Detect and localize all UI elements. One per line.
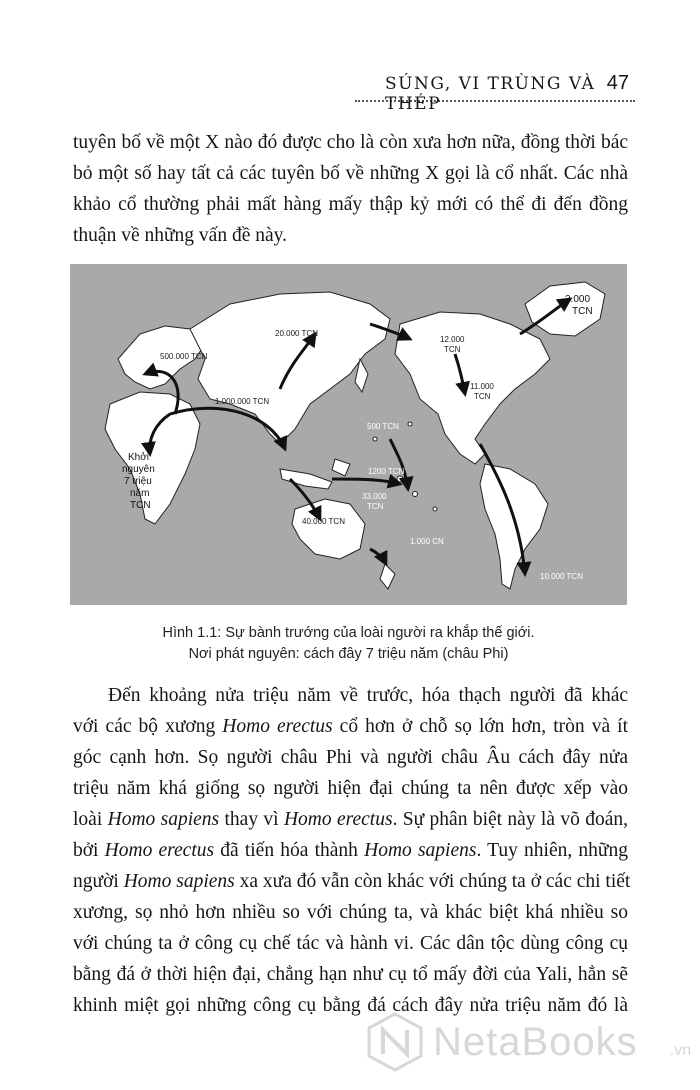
label-oceania-33000-2: TCN xyxy=(367,502,384,511)
running-title: SÚNG, VI TRÙNG VÀ THÉP xyxy=(385,74,596,114)
paragraph-intro xyxy=(73,127,628,251)
world-migration-map xyxy=(70,264,627,605)
text-line: góc cạnh hơn. Sọ người châu Phi và người châu Âu cách đây nửa xyxy=(73,747,628,768)
text-line: bỏ một số hay tất cả các tuyên bố về những X gọi là cổ nhất. Các nhà xyxy=(73,163,628,184)
running-header xyxy=(355,72,635,114)
label-bering-2: TCN xyxy=(444,345,461,354)
paragraph-body xyxy=(73,680,631,1021)
label-new-zealand: 1.000 CN xyxy=(410,537,444,546)
svg-text:nguyên: nguyên xyxy=(122,464,155,475)
label-greenland-2: TCN xyxy=(572,306,593,317)
text-line: bằng đá ở thời hiện đại, chẳng hạn như cụ tổ mấy đời của Yali, hẳn sẽ xyxy=(73,964,628,985)
text-line: xương, sọ nhỏ hơn nhiều so với chúng ta, và khác biệt khá nhiều so xyxy=(73,902,628,923)
text-line: bởi Homo erectus đã tiến hóa thành Homo sapiens. Tuy nhiên, những xyxy=(73,840,628,861)
text-line: thuận về những vấn đề này. xyxy=(73,225,287,246)
text-line: Đến khoảng nửa triệu năm về trước, hóa thạch người đã khác xyxy=(108,685,628,706)
figure-caption-line1: Hình 1.1: Sự bành trướng của loài người ra khắp thế giới. xyxy=(162,625,535,641)
label-pacific-500: 500 TCN xyxy=(367,422,399,431)
text-line: triệu năm khá giống sọ người hiện đại chúng ta nên được xếp vào xyxy=(73,778,628,799)
label-bering-1: 12.000 xyxy=(440,335,465,344)
label-asia: 1.000.000 TCN xyxy=(215,397,270,406)
netabooks-logo-icon xyxy=(365,1012,425,1072)
figure-caption-line2: Nơi phát nguyên: cách đây 7 triệu năm (châu Phi) xyxy=(188,646,509,662)
svg-text:Khởi: Khởi xyxy=(128,452,150,463)
label-south-america: 10.000 TCN xyxy=(540,572,583,581)
text-line: khảo cổ thường phải mất hàng mấy thập kỷ mới có thể đi đến đồng xyxy=(73,194,628,215)
text-line: với các bộ xương Homo erectus cổ hơn ở chỗ sọ lớn hơn, tròn và ít xyxy=(73,716,628,737)
label-europe: 500.000 TCN xyxy=(160,352,208,361)
label-greenland-1: 2.000 xyxy=(565,294,591,305)
label-australia: 40.000 TCN xyxy=(302,517,345,526)
label-pacific-1200: 1200 TCN xyxy=(368,467,405,476)
text-line: khinh miệt gọi những công cụ bằng đá cách đây nửa triệu năm đó là xyxy=(73,995,628,1016)
label-north-america-1: 11.000 xyxy=(470,382,494,391)
watermark-brand: NetaBooks xyxy=(433,1020,638,1064)
label-north-america-2: TCN xyxy=(474,392,491,401)
svg-text:7 triệu: 7 triệu xyxy=(124,476,152,487)
svg-text:năm: năm xyxy=(130,488,150,499)
netabooks-watermark xyxy=(365,1012,695,1076)
text-line: người Homo sapiens xa xưa đó vẫn còn khác với chúng ta ở các chi tiết xyxy=(73,871,631,892)
page-number: 47 xyxy=(606,72,629,94)
text-line: tuyên bố về một X nào đó được cho là còn xưa hơn nữa, đồng thời bác xyxy=(73,132,628,153)
watermark-suffix: .vn xyxy=(669,1042,691,1059)
label-oceania-33000-1: 33.000 xyxy=(362,492,387,501)
label-siberia: 20.000 TCN xyxy=(275,329,318,338)
svg-text:TCN: TCN xyxy=(130,500,151,511)
text-line: với chúng ta ở công cụ chế tác và hành vi. Các dân tộc dùng công cụ xyxy=(73,933,628,954)
text-line: loài Homo sapiens thay vì Homo erectus. Sự phân biệt này là võ đoán, xyxy=(73,809,628,830)
